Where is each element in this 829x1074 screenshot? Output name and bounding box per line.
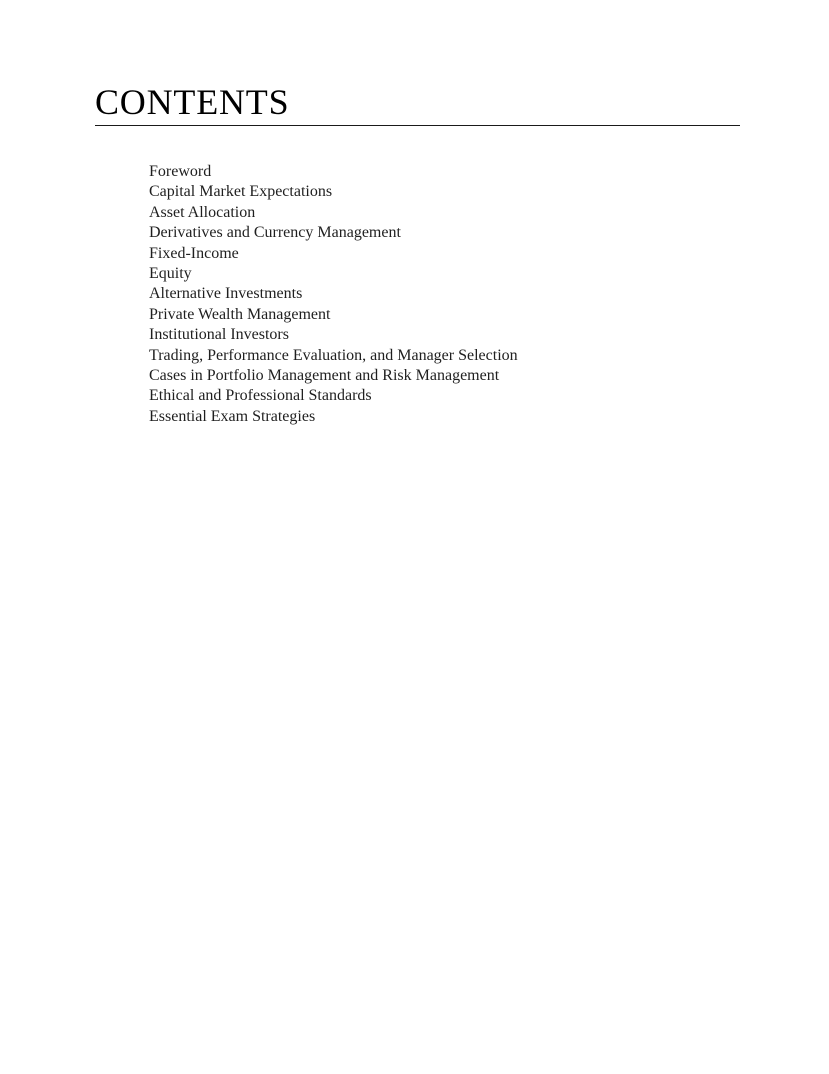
toc-item: Equity <box>149 265 192 283</box>
toc-item: Fixed-Income <box>149 244 239 262</box>
toc-item: Alternative Investments <box>149 285 303 303</box>
title-divider <box>95 125 740 126</box>
page-title: CONTENTS <box>95 82 290 122</box>
toc-list <box>149 162 518 427</box>
toc-item: Capital Market Expectations <box>149 183 333 201</box>
toc-item: Derivatives and Currency Management <box>149 224 401 242</box>
toc-item: Cases in Portfolio Management and Risk Management <box>149 367 500 385</box>
toc-item: Foreword <box>149 163 212 180</box>
toc-item: Trading, Performance Evaluation, and Manager Selection <box>149 346 518 364</box>
toc-item: Institutional Investors <box>149 326 289 344</box>
toc-item: Essential Exam Strategies <box>149 407 316 425</box>
toc-item: Ethical and Professional Standards <box>149 387 372 405</box>
toc-item: Asset Allocation <box>149 203 256 221</box>
toc-item: Private Wealth Management <box>149 305 331 323</box>
